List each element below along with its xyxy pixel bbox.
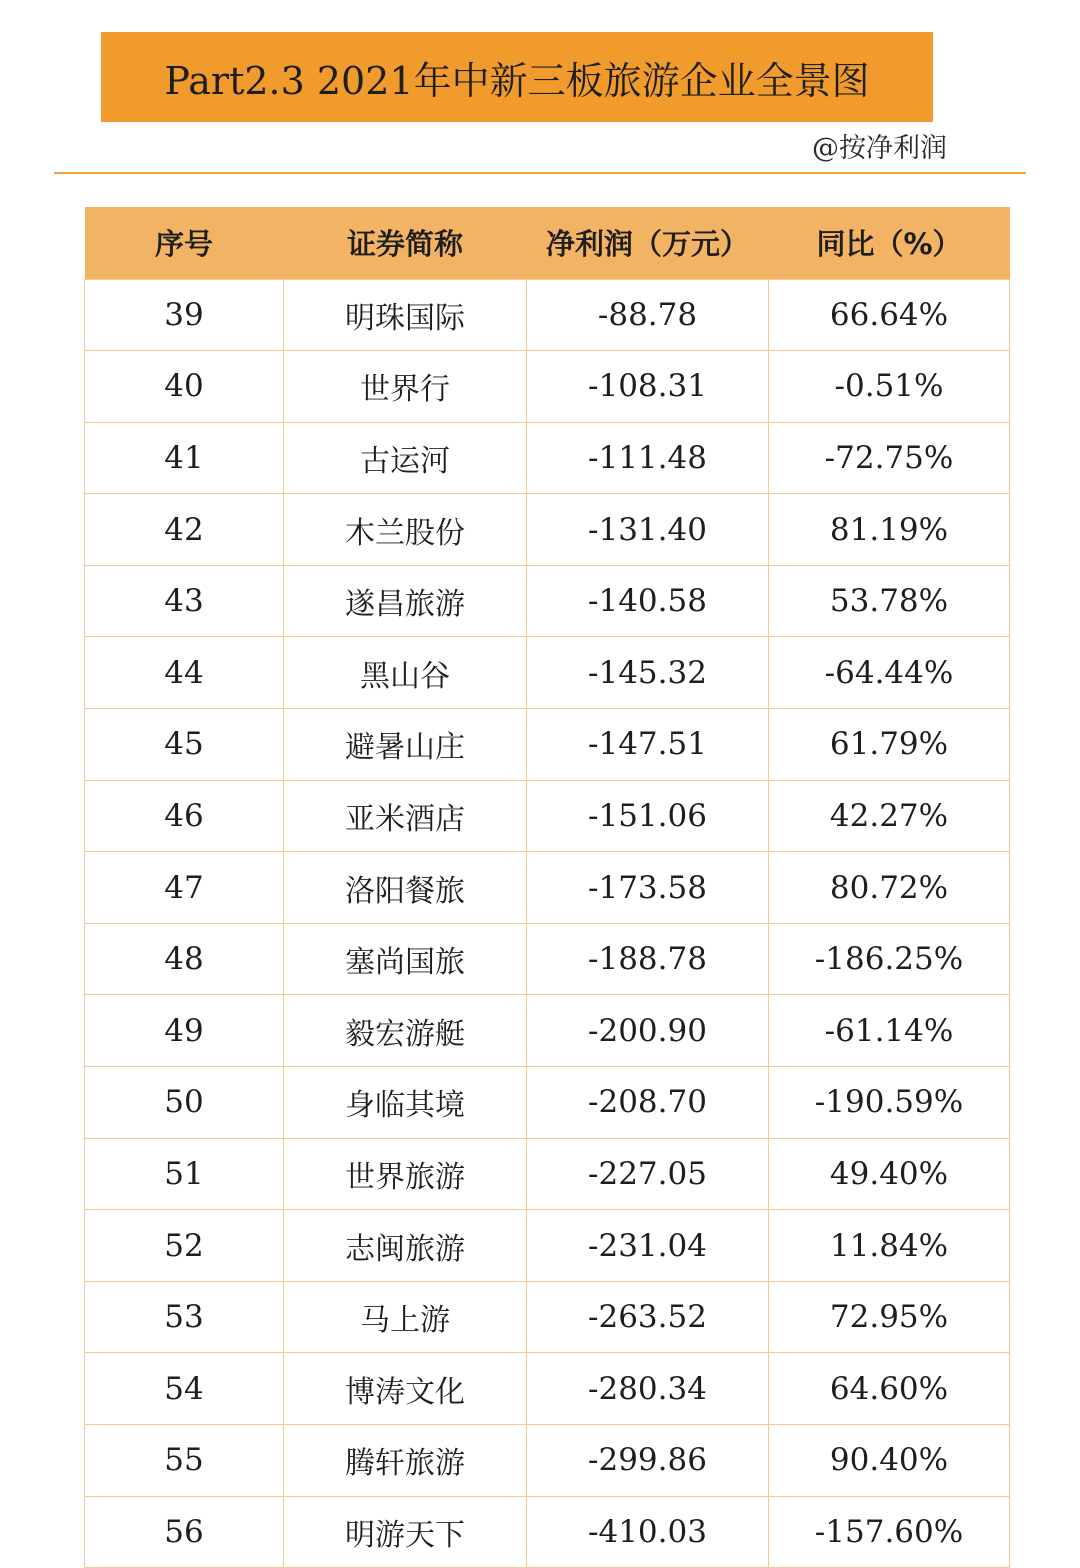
net-profit-cell: -111.48	[527, 422, 769, 494]
stock-name-cell: 塞尚国旅	[284, 923, 527, 995]
rank-cell: 41	[85, 422, 284, 494]
title-banner	[101, 32, 933, 122]
divider	[54, 172, 1026, 174]
table-row	[85, 1067, 1010, 1139]
yoy-cell: 42.27%	[769, 780, 1010, 852]
net-profit-cell: -131.40	[527, 494, 769, 566]
net-profit-cell: -173.58	[527, 852, 769, 924]
yoy-cell: -61.14%	[769, 995, 1010, 1067]
yoy-cell: 81.19%	[769, 494, 1010, 566]
table-row	[85, 1281, 1010, 1353]
stock-name-cell: 明珠国际	[284, 279, 527, 351]
rank-cell: 48	[85, 923, 284, 995]
net-profit-cell: -227.05	[527, 1138, 769, 1210]
net-profit-cell: -200.90	[527, 995, 769, 1067]
stock-name-cell: 马上游	[284, 1281, 527, 1353]
stock-name-cell: 明游天下	[284, 1496, 527, 1568]
yoy-cell: 61.79%	[769, 709, 1010, 781]
rank-cell: 51	[85, 1138, 284, 1210]
table-row	[85, 923, 1010, 995]
stock-name-cell: 毅宏游艇	[284, 995, 527, 1067]
rank-cell: 54	[85, 1353, 284, 1425]
table-row	[85, 494, 1010, 566]
stock-name-cell: 腾轩旅游	[284, 1425, 527, 1497]
net-profit-cell: -151.06	[527, 780, 769, 852]
yoy-cell: 11.84%	[769, 1210, 1010, 1282]
stock-name-cell: 志闽旅游	[284, 1210, 527, 1282]
rank-cell: 44	[85, 637, 284, 709]
header-rank: 序号	[154, 227, 213, 262]
yoy-cell: 53.78%	[769, 565, 1010, 637]
table-row	[85, 1138, 1010, 1210]
page-title: Part2.3 2021年中新三板旅游企业全景图	[164, 58, 870, 103]
yoy-cell: -0.51%	[769, 351, 1010, 423]
yoy-cell: -157.60%	[769, 1496, 1010, 1568]
table-row	[85, 1353, 1010, 1425]
rank-cell: 40	[85, 351, 284, 423]
net-profit-cell: -147.51	[527, 709, 769, 781]
ranking-table	[84, 207, 1010, 1568]
net-profit-cell: -140.58	[527, 565, 769, 637]
net-profit-cell: -208.70	[527, 1067, 769, 1139]
table-row	[85, 637, 1010, 709]
stock-name-cell: 遂昌旅游	[284, 565, 527, 637]
header-net-profit: 净利润（万元）	[545, 227, 749, 262]
rank-cell: 50	[85, 1067, 284, 1139]
table-row	[85, 1496, 1010, 1568]
table-body	[85, 279, 1010, 1568]
table-row	[85, 279, 1010, 351]
table-row	[85, 351, 1010, 423]
yoy-cell: -72.75%	[769, 422, 1010, 494]
stock-name-cell: 避暑山庄	[284, 709, 527, 781]
header-stock-name: 证券简称	[346, 227, 463, 262]
table-header-row	[85, 207, 1010, 279]
net-profit-cell: -231.04	[527, 1210, 769, 1282]
table-row	[85, 422, 1010, 494]
yoy-cell: 49.40%	[769, 1138, 1010, 1210]
net-profit-cell: -263.52	[527, 1281, 769, 1353]
rank-cell: 46	[85, 780, 284, 852]
net-profit-cell: -188.78	[527, 923, 769, 995]
table-row	[85, 709, 1010, 781]
stock-name-cell: 博涛文化	[284, 1353, 527, 1425]
table-row	[85, 565, 1010, 637]
net-profit-cell: -88.78	[527, 279, 769, 351]
rank-cell: 49	[85, 995, 284, 1067]
table-row	[85, 995, 1010, 1067]
net-profit-cell: -410.03	[527, 1496, 769, 1568]
rank-cell: 56	[85, 1496, 284, 1568]
rank-cell: 39	[85, 279, 284, 351]
yoy-cell: -190.59%	[769, 1067, 1010, 1139]
yoy-cell: 72.95%	[769, 1281, 1010, 1353]
table-row	[85, 852, 1010, 924]
rank-cell: 52	[85, 1210, 284, 1282]
stock-name-cell: 世界行	[284, 351, 527, 423]
table-row	[85, 1425, 1010, 1497]
yoy-cell: -186.25%	[769, 923, 1010, 995]
ranking-table-container	[84, 207, 1009, 1568]
header-yoy: 同比（%）	[816, 227, 962, 262]
net-profit-cell: -299.86	[527, 1425, 769, 1497]
rank-cell: 47	[85, 852, 284, 924]
rank-cell: 43	[85, 565, 284, 637]
stock-name-cell: 世界旅游	[284, 1138, 527, 1210]
rank-cell: 42	[85, 494, 284, 566]
stock-name-cell: 黑山谷	[284, 637, 527, 709]
stock-name-cell: 身临其境	[284, 1067, 527, 1139]
net-profit-cell: -145.32	[527, 637, 769, 709]
stock-name-cell: 洛阳餐旅	[284, 852, 527, 924]
yoy-cell: 66.64%	[769, 279, 1010, 351]
yoy-cell: 80.72%	[769, 852, 1010, 924]
yoy-cell: 64.60%	[769, 1353, 1010, 1425]
stock-name-cell: 木兰股份	[284, 494, 527, 566]
sort-note: @按净利润	[812, 133, 947, 164]
table-row	[85, 780, 1010, 852]
table-row	[85, 1210, 1010, 1282]
net-profit-cell: -108.31	[527, 351, 769, 423]
rank-cell: 45	[85, 709, 284, 781]
rank-cell: 53	[85, 1281, 284, 1353]
rank-cell: 55	[85, 1425, 284, 1497]
yoy-cell: 90.40%	[769, 1425, 1010, 1497]
yoy-cell: -64.44%	[769, 637, 1010, 709]
stock-name-cell: 亚米酒店	[284, 780, 527, 852]
net-profit-cell: -280.34	[527, 1353, 769, 1425]
stock-name-cell: 古运河	[284, 422, 527, 494]
